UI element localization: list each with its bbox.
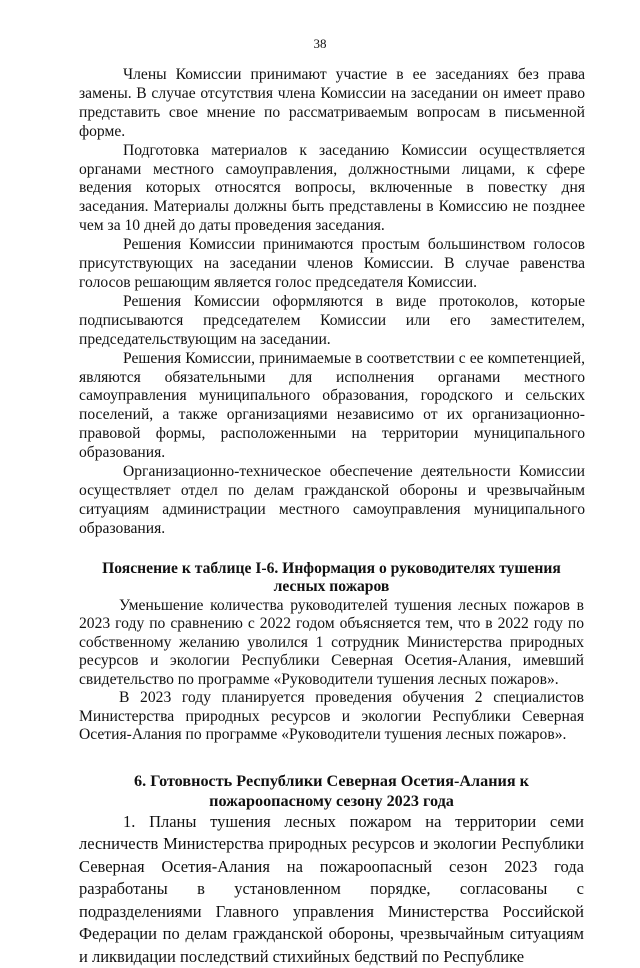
section-heading: Пояснение к таблице I-6. Информация о руководителях тушения лесных пожаров	[102, 559, 561, 596]
paragraph: Решения Комиссии принимаются простым большинством голосов присутствующих на заседании членов Комиссии. В случае равенства голосов решающим является голос председателя Комиссии.	[79, 236, 585, 291]
paragraph: Члены Комиссии принимают участие в ее заседаниях без права замены. В случае отсутствия члена Комиссии на заседании он имеет право представить свое мнение по рассматриваемым вопросам в письменной форме.	[79, 66, 585, 140]
page-number: 38	[313, 36, 327, 51]
paragraph: 1. Планы тушения лесных пожаром на территории семи лесничеств Министерства природных ресурсов и экологии Республики Северная Осетия-Алания на пожароопасный сезон 2023 года разработаны в установленном порядке, согласованы с подразделениями Главного управления Министерства Российской Федерации по делам гражданской обороны, чрезвычайным ситуациям и ликвидации последствий стихийных бедствий по Республике	[79, 811, 584, 966]
paragraph: Организационно-техническое обеспечение деятельности Комиссии осуществляет отдел по делам гражданской обороны и чрезвычайным ситуациям администрации местного самоуправления муниципального образования.	[79, 463, 585, 537]
fire-season-readiness-section	[79, 771, 584, 968]
page-content	[79, 66, 584, 968]
paragraph: Подготовка материалов к заседанию Комиссии осуществляется органами местного самоуправления, должностными лицами, к сфере ведения которых относятся вопросы, включенные в повестку дня заседания. Материалы должны быть представлены в Комиссию не позднее чем за 10 дней до даты проведения заседания.	[79, 141, 585, 235]
table-i6-explanation-section	[79, 560, 584, 745]
paragraph: Решения Комиссии, принимаемые в соответствии с ее компетенцией, являются обязательными для исполнения органами местного самоуправления муниципального образования, городского и сельских поселений, а также организациями независимо от их организационно-правовой формы, расположенными на территории муниципального образования.	[79, 349, 585, 462]
section-heading: 6. Готовность Республики Северная Осетия-Алания к пожароопасному сезону 2023 года	[134, 771, 529, 810]
paragraph: В 2023 году планируется проведения обучения 2 специалистов Министерства природных ресурсов и экологии Республики Северная Осетия-Алания по программе «Руководители тушения лесных пожаров».	[79, 689, 584, 744]
commission-rules-section	[79, 66, 585, 539]
paragraph: Решения Комиссии оформляются в виде протоколов, которые подписываются председателем Комиссии или его заместителем, председательствующим на заседании.	[79, 292, 585, 348]
paragraph: Уменьшение количества руководителей тушения лесных пожаров в 2023 году по сравнению с 2022 годом объясняется тем, что в 2022 году по собственному желанию уволился 1 сотрудник Министерства природных ресурсов и экологии Республики Северная Осетия-Алания, имевший свидетельство по программе «Руководители тушения лесных пожаров».	[79, 596, 584, 688]
